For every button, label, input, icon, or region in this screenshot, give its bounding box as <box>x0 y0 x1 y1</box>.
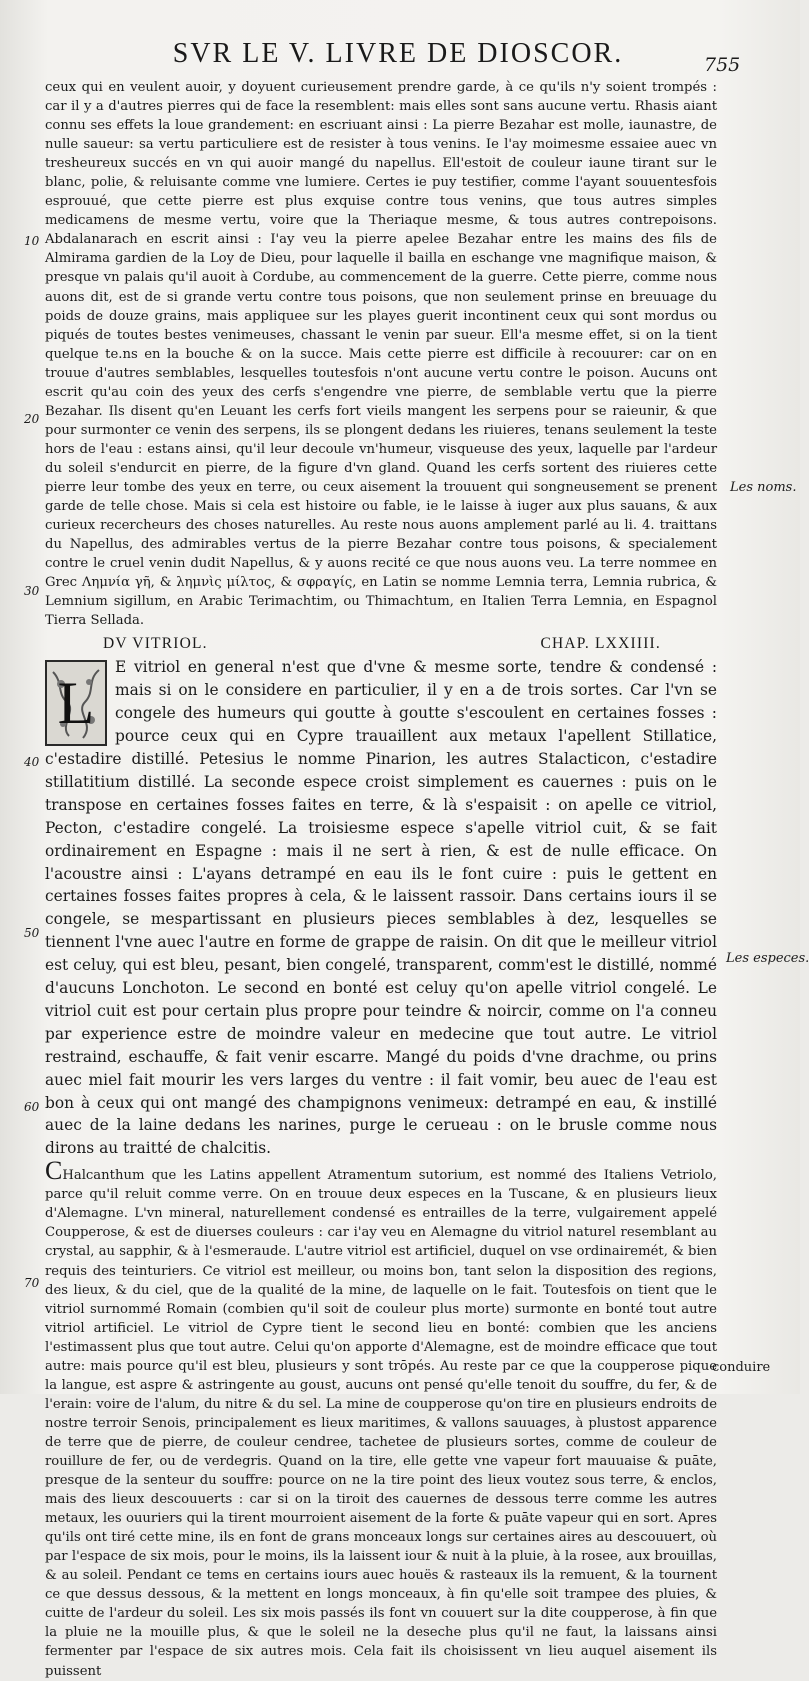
bezahar-paragraph: ceux qui en veulent auoir, y doyuent curieusement prendre garde, à ce qu'ils n'y soient trompés : car il y a d'autres pierres qui de face la resemblent: mais elles sont sans aucune vertu. Rhasis aiant connu ses effets la loue grandement: en escriuant ainsi : La pierre Bezahar est molle, iaunastre, de nulle saueur: sa vertu particuliere est de resister à tous venins. Ie l'ay moimesme essaiee auec vn tresheureux succés en vn qui auoir mangé du napellus. Ell'estoit de couleur iaune tirant sur le blanc, polie, & reluisante comme vne lumiere. Certes ie puy testifier, comme l'ayant souuentesfois esprouué, que cette pierre est plus exquise contre tous venins, que tous autres simples medicamens de mesme vertu, voire que la Theriaque mesme, & tous autres contrepoisons. Abdalanarach en escrit ainsi : I'ay veu la pierre apelee Bezahar entre les mains des fils de Almirama gardien de la Loy de Dieu, pour laquelle il bailla en eschange vne magnifique maison, & presque vn palais qu'il auoit à Cordube, au commencement de la guerre. Cette pierre, comme nous auons dit, est de si grande vertu contre tous poisons, que non seulement prinse en breuuage du poids de douze grains, mais appliquee sur les playes guerit incontinent ceux qui sont mordus ou piqués de toutes bestes venimeuses, chassant le venin par sueur. Ell'a mesme effet, si on la tient quelque te.ns en la bouche & on la succe. Mais cette pierre est difficile à recouurer: car on en trouue d'autres semblables, lesquelles toutesfois n'ont aucune vertu contre le poison. Aucuns ont escrit qu'au coin des yeux des cerfs s'engendre vne pierre, de semblable vertu que la pierre Bezahar. Ils disent qu'en Leuant les cerfs fort vieils mangent les serpens pour se raieunir, & que pour surmonter ce venin des serpens, ils se plongent dedans les riuieres, tenans seulement la teste hors de l'eau : estans ainsi, qu'il leur decoule vn'humeur, visqueuse des yeux, laquelle par l'ardeur du soleil s'endurcit en pierre, de la figure d'vn gland. Quand les cerfs sortent des riuieres cette pierre leur tombe des yeux en terre, ou ceux aisement la trouuent qui songneusement se prenent garde de telle chose. Mais si cela est histoire ou fable, ie le laisse à iuger aux plus sauans, & aux curieux recercheurs des choses naturelles. Au reste nous auons amplement parlé au li. 4. traittans du Napellus, des admirables vertus de la pierre Bezahar contre tous poisons, & specialement contre le cruel venin dudit Napellus, & y auons recité ce que nous auons veu. La terre nommee en Grec Λημνία γῆ, & λημνὶς μίλτος, & σφραγίς, en Latin se nomme Lemnia terra, Lemnia rubrica, & Lemnium sigillum, en Arabic Terimachtim, ou Thimachtum, en Italien Terra Lemnia, en Espagnol Tierra Sellada. <box>45 80 717 629</box>
line-number: 50 <box>24 926 40 940</box>
margin-note-species: Les especes. <box>726 951 809 966</box>
chapter-label: CHAP. LXXIIII. <box>540 635 661 653</box>
chalcanthum-paragraph <box>45 1156 717 1680</box>
line-number: 10 <box>24 234 40 248</box>
margin-note-names: Les noms. <box>730 480 797 495</box>
vitriol-text: E vitriol en general n'est que d'vne & mesme sorte, tendre & condensé : mais si on le considere en particulier, il y en a de trois sortes. Car l'vn se congele des humeurs qui goutte à goutte s'escoulent en certaines fosses : pource ceux qui en Cypre trauaillent aux metaux l'apellent Stillatice, c'estadire distillé. Petesius le nomme Pinarion, les autres Stalacticon, c'estadire stillatitium distillé. La seconde espece croist simplement es cauernes : puis on le transpose en certaines fosses faites en terre, & là s'espaisit : on apelle ce vitriol, Pecton, c'estadire congelé. La troisiesme espece s'apelle vitriol cuit, & se fait ordinairement en Espagne : mais il ne sert à rien, & est de nulle efficace. On l'acoustre ainsi : L'ayans detrampé en eau ils le font cuire : puis le gettent en certaines fosses faites propres à cela, & le laissent rassoir. Dans certains iours il se congele, se mespartissant en plusieurs pieces semblables à dez, lesquelles se tiennent l'vne auec l'autre en forme de grappe de raisin. On dit que le meilleur vitriol est celuy, qui est bleu, pesant, bien congelé, transparent, comm'est le distillé, nommé d'aucuns Lonchoton. Le second en bonté est celuy qu'on apelle vitriol congelé. Le vitriol cuit est pour certain plus propre pour teindre & noircir, comme on l'a conneu par experience estre de moindre valeur en medecine que tout autre. Le vitriol restraind, eschauffe, & fait venir escarre. Mangé du poids d'vne drachme, ou prins auec miel fait mourir les vers larges du ventre : il fait vomir, beu auec de l'eau est bon à ceux qui ont mangé des champignons venimeux: detrampé en eau, & instillé auec de la laine dedans les narines, purge le cerueau : on le brusle comme nous dirons au traitté de chalcitis. <box>45 658 717 1158</box>
ornamental-dropcap: L <box>45 660 107 746</box>
chalcanthum-text: Halcanthum que les Latins appellent Atramentum sutorium, est nommé des Italiens Vetriolo, parce qu'il reluit comme verre. On en trouue deux especes en la Tuscane, & en plusieurs lieux d'Alemagne. L'vn mineral, naturellement condensé es entrailles de la terre, vulgairement appelé Coupperose, & est de diuerses couleurs : car i'ay veu en Alemagne du vitriol naturel resemblant au crystal, au sapphir, & à l'esmeraude. L'autre vitriol est artificiel, duquel on vse ordinairemét, & bien requis des teinturiers. Ce vitriol est meilleur, ou moins bon, tant selon la disposition des regions, des lieux, & du ciel, que de la qualité de la mine, de laquelle on le fait. Toutesfois on tient que le vitriol surnommé Romain (combien qu'il soit de couleur plus morte) surmonte en bonté tout autre vitriol artificiel. Le vitriol de Cypre tient le second lieu en bonté: combien que les anciens l'estimassent plus que tout autre. Celui qu'on apporte d'Alemagne, est de moindre efficace que tout autre: mais pource qu'il est bleu, plusieurs y sont trōpés. Au reste par ce que la coupperose pique la langue, est aspre & astringente au goust, aucuns ont pensé qu'elle tenoit du souffre, du fer, & de l'erain: voire de l'alum, du nitre & du sel. La mine de coupperose qu'on tire en plusieurs endroits de nostre terroir Senois, principalement es lieux maritimes, & vallons sauuages, à plustost apparence de terre que de pierre, de couleur cendree, tachetee de plusieurs sortes, comme de couleur de rouillure de fer, ou de verdegris. Quand on la tire, elle gette vne vapeur fort mauuaise & puāte, presque de la senteur du souffre: pource on ne la tire point des lieux voutez sous terre, & enclos, mais des lieux descouuerts : car si on la tiroit des cauernes de dessous terre comme les autres metaux, les ouuriers qui la tirent mourroient aisement de la forte & puāte vapeur qui en sort. Apres qu'ils ont tiré cette mine, ils en font de grans monceaux longs sur certaines aires au descouuert, où par l'espace de six mois, pour le moins, ils la laissent iour & nuit à la pluie, à la rosee, aux brouillas, & au soleil. Pendant ce tems en certains iours auec houës & rasteaux ils la remuent, & la tournent ce que dessus dessous, & la mettent en longs monceaux, à fin qu'elle soit trampee des pluies, & cuitte de l'ardeur du soleil. Les six mois passés ils font vn couuert sur la dite coupperose, à fin que la pluie ne la mouille plus, & que le soleil ne la deseche plus qu'il ne faut, la laissans ainsi fermenter par l'espace de six autres mois. Cela fait ils choisissent vn lieu auquel aisement ils puissent <box>45 1168 717 1679</box>
main-text-block <box>45 78 717 1681</box>
line-number: 60 <box>24 1100 40 1114</box>
page-number: 755 <box>704 54 741 76</box>
running-head: SVR LE V. LIVRE DE DIOSCOR. <box>172 38 624 69</box>
section-title: DV VITRIOL. <box>103 635 208 653</box>
line-number: 40 <box>24 755 40 769</box>
chalcanthum-initial: C <box>45 1156 63 1186</box>
line-number: 70 <box>24 1276 40 1290</box>
vitriol-paragraph <box>45 656 717 1160</box>
line-number: 20 <box>24 412 40 426</box>
line-number: 30 <box>24 584 40 598</box>
chapter-heading <box>45 632 717 656</box>
catchword: conduire <box>712 1360 771 1375</box>
